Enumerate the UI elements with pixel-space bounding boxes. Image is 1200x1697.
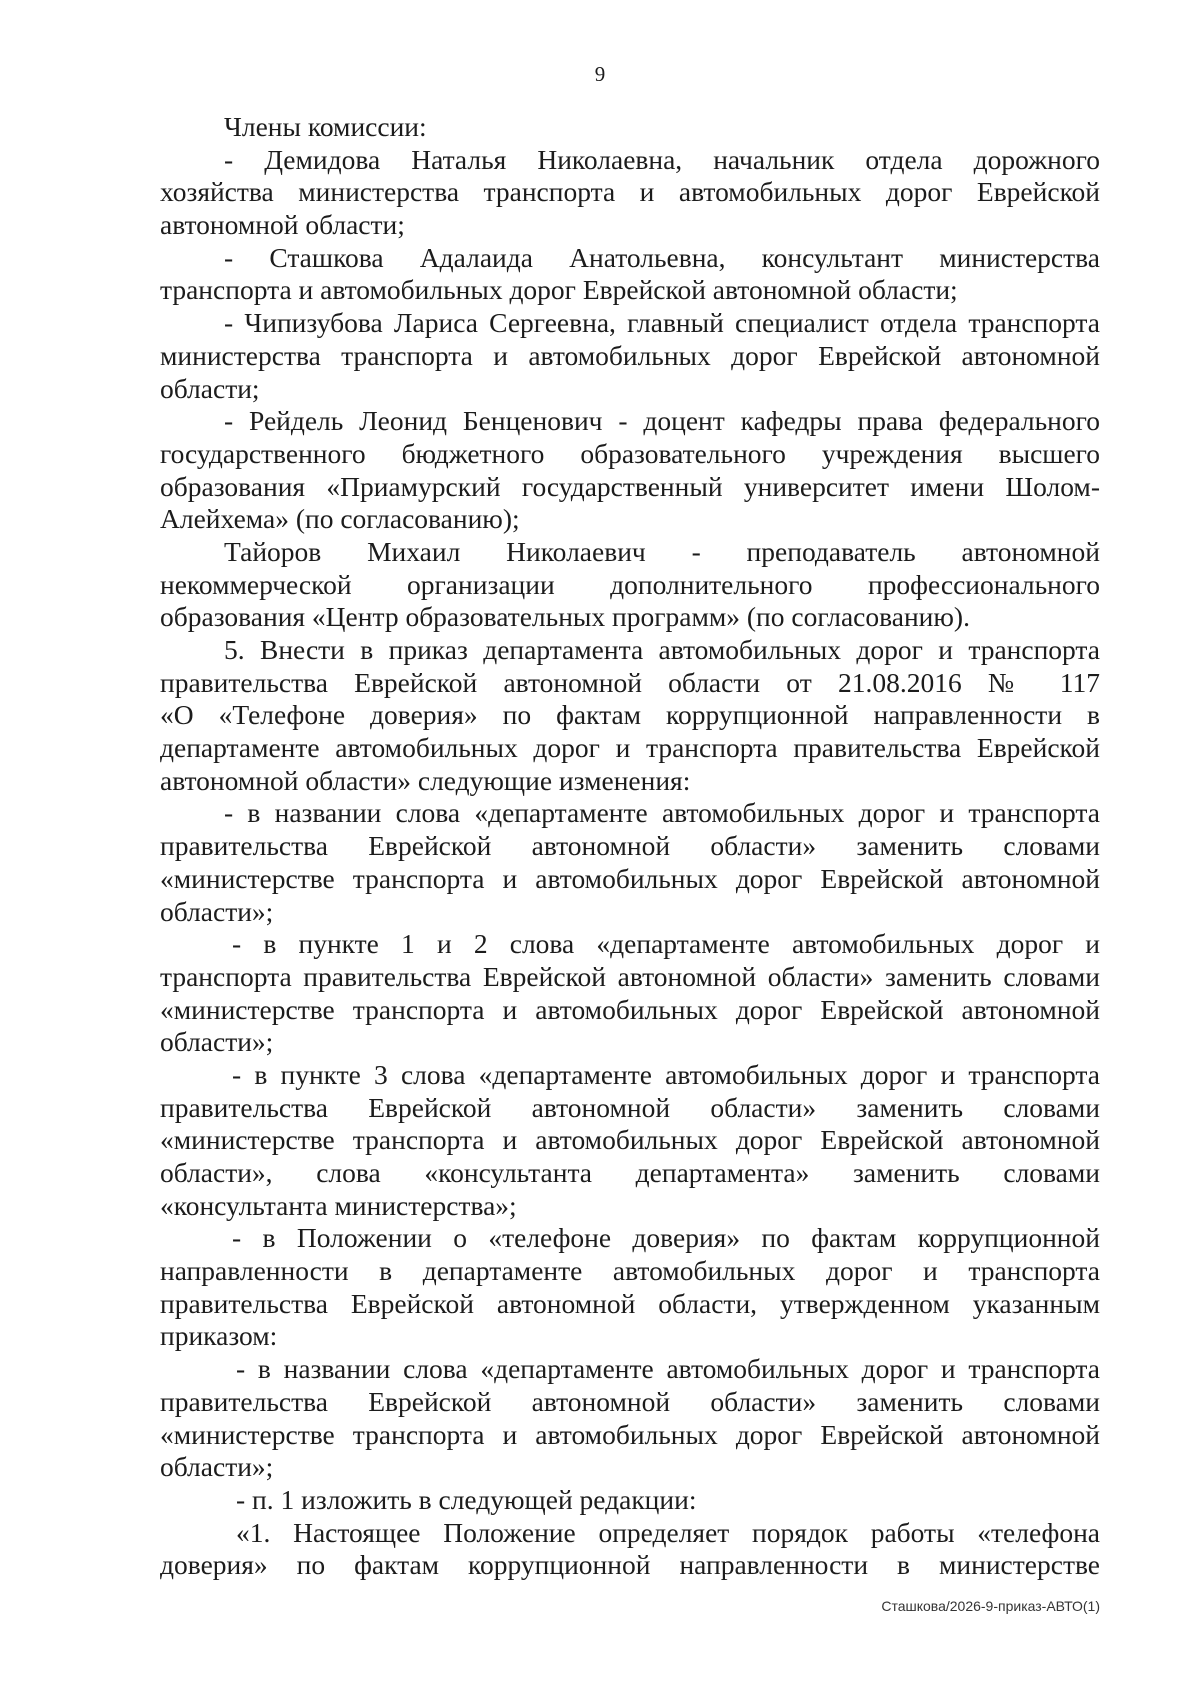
text-line: образования «Центр образовательных программ» (по согласованию). bbox=[160, 601, 970, 633]
text-line: транспорта правительства Еврейской автономной области» заменить словами bbox=[160, 960, 1100, 992]
text-line: «1. Настоящее Положение определяет порядок работы «телефона bbox=[236, 1516, 1100, 1548]
text-line: - в пункте 1 и 2 слова «департаменте автомобильных дорог и bbox=[232, 928, 1100, 960]
text-line: приказом: bbox=[160, 1320, 278, 1352]
footer-document-code: Сташкова/2026-9-приказ-АВТО(1) bbox=[881, 1598, 1100, 1614]
text-line: «О «Телефоне доверия» по фактам коррупционной направленности в bbox=[160, 699, 1100, 731]
text-line: «консультанта министерства»; bbox=[160, 1189, 517, 1221]
document-body bbox=[160, 111, 1100, 1582]
text-line: некоммерческой организации дополнительного профессионального bbox=[160, 568, 1100, 600]
text-line: правительства Еврейской автономной области» заменить словами bbox=[160, 1385, 1100, 1417]
text-line: «министерстве транспорта и автомобильных дорог Еврейской автономной bbox=[160, 1124, 1100, 1156]
text-line: «министерстве транспорта и автомобильных дорог Еврейской автономной bbox=[160, 993, 1100, 1025]
text-line: департаменте автомобильных дорог и транспорта правительства Еврейской bbox=[160, 732, 1100, 764]
text-line: Алейхема» (по согласованию); bbox=[160, 503, 520, 535]
text-line: - Демидова Наталья Николаевна, начальник отдела дорожного bbox=[224, 143, 1100, 175]
text-line: автономной области; bbox=[160, 209, 405, 241]
text-line: правительства Еврейской автономной области» заменить словами bbox=[160, 830, 1100, 862]
text-line: государственного бюджетного образовательного учреждения высшего bbox=[160, 437, 1100, 469]
text-line: - в Положении о «телефоне доверия» по фактам коррупционной bbox=[232, 1222, 1100, 1254]
text-line: - Чипизубова Лариса Сергеевна, главный специалист отдела транспорта bbox=[224, 307, 1100, 339]
text-line: - в пункте 3 слова «департаменте автомобильных дорог и транспорта bbox=[232, 1058, 1100, 1090]
text-line: - в названии слова «департаменте автомобильных дорог и транспорта bbox=[224, 797, 1100, 829]
text-line: Члены комиссии: bbox=[224, 111, 427, 142]
text-line: правительства Еврейской автономной области, утвержденном указанным bbox=[160, 1287, 1100, 1319]
text-line: - в названии слова «департаменте автомобильных дорог и транспорта bbox=[236, 1353, 1100, 1385]
text-line: области; bbox=[160, 372, 260, 404]
text-line: автономной области» следующие изменения: bbox=[160, 764, 691, 796]
text-line: «министерстве транспорта и автомобильных дорог Еврейской автономной bbox=[160, 862, 1100, 894]
text-line: - п. 1 изложить в следующей редакции: bbox=[236, 1483, 697, 1515]
text-line: «министерстве транспорта и автомобильных дорог Еврейской автономной bbox=[160, 1418, 1100, 1450]
text-line: области»; bbox=[160, 1451, 274, 1483]
text-line: направленности в департаменте автомобильных дорог и транспорта bbox=[160, 1255, 1100, 1287]
text-line: области», слова «консультанта департамента» заменить словами bbox=[160, 1157, 1100, 1188]
text-line: 5. Внести в приказ департамента автомобильных дорог и транспорта bbox=[224, 634, 1100, 665]
text-line: образования «Приамурский государственный университет имени Шолом- bbox=[160, 470, 1100, 502]
text-line: транспорта и автомобильных дорог Еврейской автономной области; bbox=[160, 274, 958, 306]
text-line: министерства транспорта и автомобильных дорог Еврейской автономной bbox=[160, 339, 1100, 371]
text-line: доверия» по фактам коррупционной направленности в министерстве bbox=[160, 1549, 1100, 1581]
text-line: - Сташкова Адалаида Анатольевна, консультант министерства bbox=[224, 241, 1100, 273]
text-line: области»; bbox=[160, 1026, 274, 1058]
text-line: хозяйства министерства транспорта и автомобильных дорог Еврейской bbox=[160, 176, 1100, 208]
text-line: Тайоров Михаил Николаевич - преподаватель автономной bbox=[224, 535, 1100, 567]
page-number: 9 bbox=[594, 62, 606, 86]
text-line: правительства Еврейской автономной области» заменить словами bbox=[160, 1091, 1100, 1123]
text-line: правительства Еврейской автономной области от 21.08.2016 № 117 bbox=[160, 666, 1100, 698]
text-line: области»; bbox=[160, 895, 274, 927]
text-line: - Рейдель Леонид Бенценович - доцент кафедры права федерального bbox=[224, 405, 1100, 437]
